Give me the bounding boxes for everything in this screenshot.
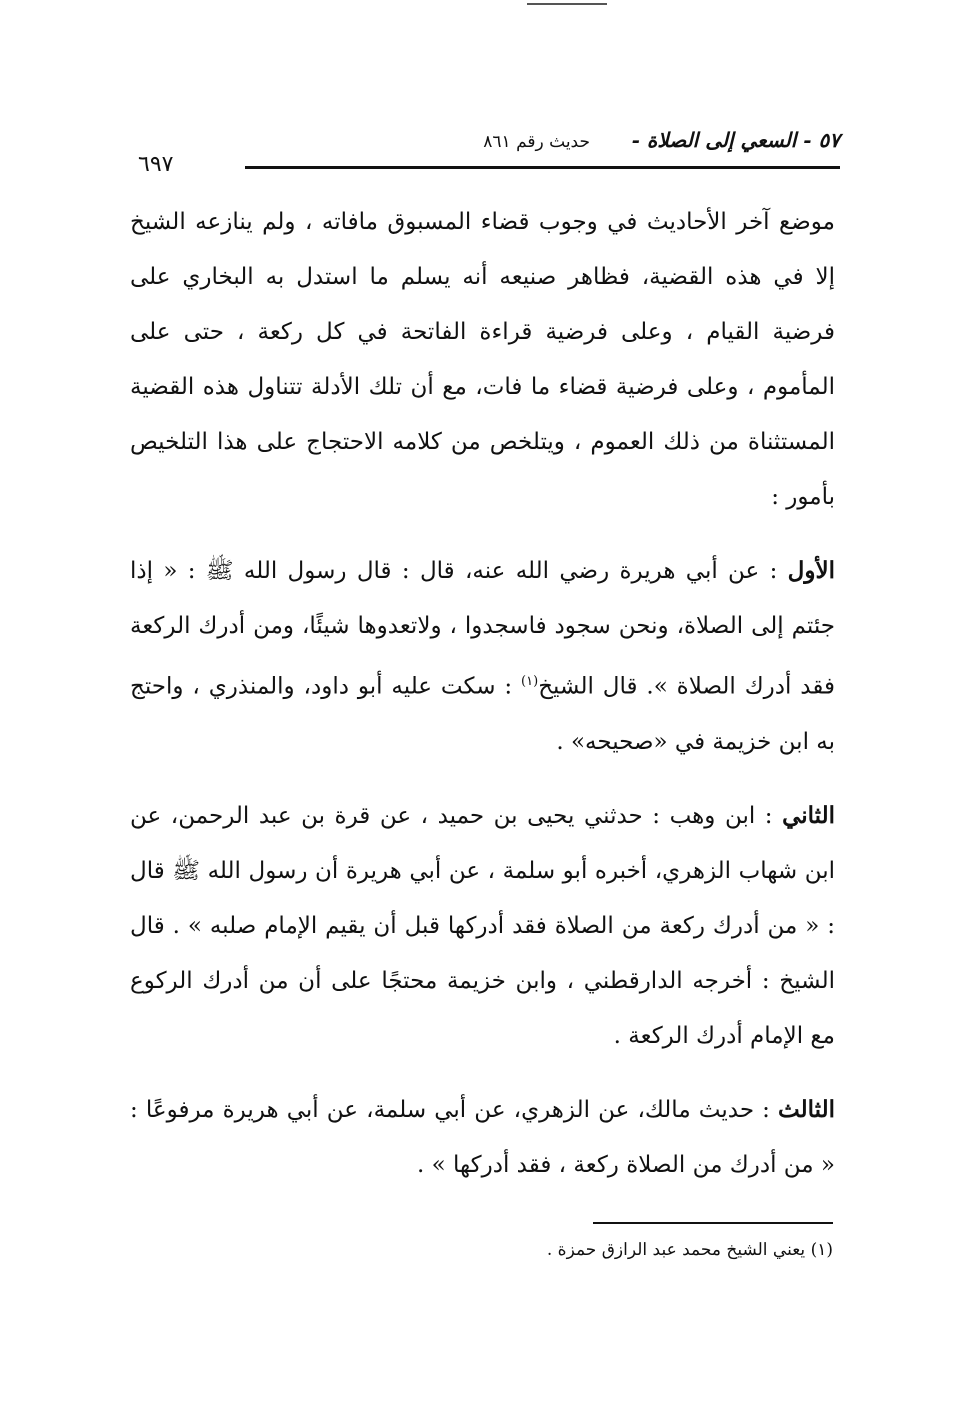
paragraph-intro: [130, 195, 835, 525]
paragraph-first: [130, 543, 835, 770]
paragraph-text: : سكت عليه أبو داود، والمنذري ، واحتج به ابن خزيمة في «صحيحه» .: [130, 673, 835, 755]
paragraph-lead: الأول: [787, 557, 835, 584]
footnote-text: يعني الشيخ محمد عبد الرازق حمزة .: [546, 1240, 811, 1260]
paragraph-lead: الثاني: [782, 801, 835, 829]
paragraph-text: : ابن وهب : حدثني يحيى بن حميد ، عن قرة بن عبد الرحمن، عن ابن شهاب الزهري، أخبره أبو سلمة ، عن أبي هريرة أن رسول الله ﷺ قال : « من أدرك ركعة من الصلاة فقد أدركها قبل أن يقيم الإمام صلبه » . قال الشيخ : أخرجه الدارقطني ، وابن خزيمة محتجًا على أن من أدرك الركوع مع الإمام أدرك الركعة .: [130, 802, 835, 1049]
hadith-reference: حديث رقم ٨٦١: [483, 132, 590, 152]
paragraph-third: [130, 1082, 835, 1193]
header-rule: [245, 166, 840, 169]
paragraph-second: [130, 788, 835, 1064]
paragraph-text: : حديث مالك، عن الزهري، عن أبي سلمة، عن أبي هريرة مرفوعًا : « من أدرك من الصلاة ركعة ، فقد أدركها » .: [130, 1096, 835, 1178]
footnote: [400, 1240, 833, 1260]
footnote-mark: (١): [810, 1240, 833, 1260]
main-text: [130, 195, 835, 1193]
footnote-reference: (١): [521, 674, 539, 689]
paragraph-lead: الثالث: [778, 1095, 835, 1123]
footnote-rule: [593, 1222, 833, 1224]
page-number: ٦٩٧: [130, 152, 181, 177]
page-header: [130, 120, 840, 180]
chapter-title: ٥٧ - السعي إلى الصلاة -: [631, 128, 840, 152]
paragraph-text: موضع آخر الأحاديث في وجوب قضاء المسبوق مافاته ، ولم ينازعه الشيخ إلا في هذه القضية، فظاهر صنيعه أنه يسلم ما استدل به البخاري على فرضية القيام ، وعلى فرضية قراءة الفاتحة في كل ركعة ، حتى على المأموم ، وعلى فرضية قضاء ما فات، مع أن تلك الأدلة تتناول هذه القضية المستثناة من ذلك العموم ، ويتلخص من كلامه الاحتجاج على هذا التلخيص بأمور :: [130, 209, 835, 510]
top-decorative-rule: [527, 3, 607, 5]
paragraph-text: : عن أبي هريرة رضي الله عنه، قال : قال رسول الله ﷺ : « إذا جئتم إلى الصلاة، ونحن سجود فاسجدوا ، ولاتعدوها شيئًا، ومن أدرك الركعة فقد أدرك الصلاة ». قال الشيخ: [130, 558, 835, 700]
